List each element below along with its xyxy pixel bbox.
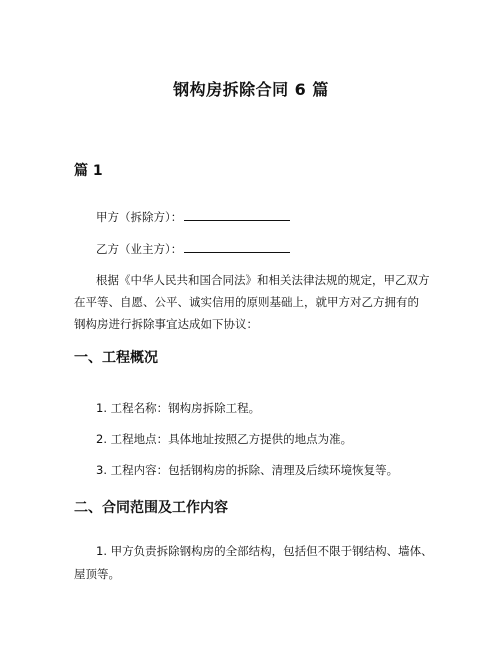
party-a-label: 甲方（拆除方）： bbox=[96, 210, 183, 224]
heading-contract-scope: 二、合同范围及工作内容 bbox=[74, 500, 228, 516]
party-a-line bbox=[96, 206, 456, 229]
list-item: 3. 工程内容：包括钢构房的拆除、清理及后续环境恢复等。 bbox=[96, 463, 399, 477]
intro-line-1: 根据《中华人民共和国合同法》和相关法律法规的规定，甲乙双方 bbox=[96, 273, 430, 287]
intro-line-3: 钢构房进行拆除事宜达成如下协议： bbox=[74, 317, 258, 331]
scope-item-line-1: 1. 甲方负责拆除钢构房的全部结构，包括但不限于钢结构、墙体、 bbox=[96, 544, 433, 558]
list-item: 1. 工程名称：钢构房拆除工程。 bbox=[96, 401, 261, 415]
party-a-blank[interactable] bbox=[184, 208, 290, 221]
party-b-label: 乙方（业主方）： bbox=[96, 242, 183, 256]
document-title: 钢构房拆除合同 6 篇 bbox=[173, 80, 329, 99]
heading-project-overview: 一、工程概况 bbox=[74, 350, 158, 366]
party-b-blank[interactable] bbox=[184, 240, 290, 253]
intro-line-2: 在平等、自愿、公平、诚实信用的原则基础上，就甲方对乙方拥有的 bbox=[74, 295, 419, 309]
section-heading: 篇 1 bbox=[74, 163, 103, 179]
scope-item-line-2: 屋顶等。 bbox=[74, 567, 120, 581]
party-b-line bbox=[96, 238, 456, 261]
list-item: 2. 工程地点：具体地址按照乙方提供的地点为准。 bbox=[96, 432, 353, 446]
